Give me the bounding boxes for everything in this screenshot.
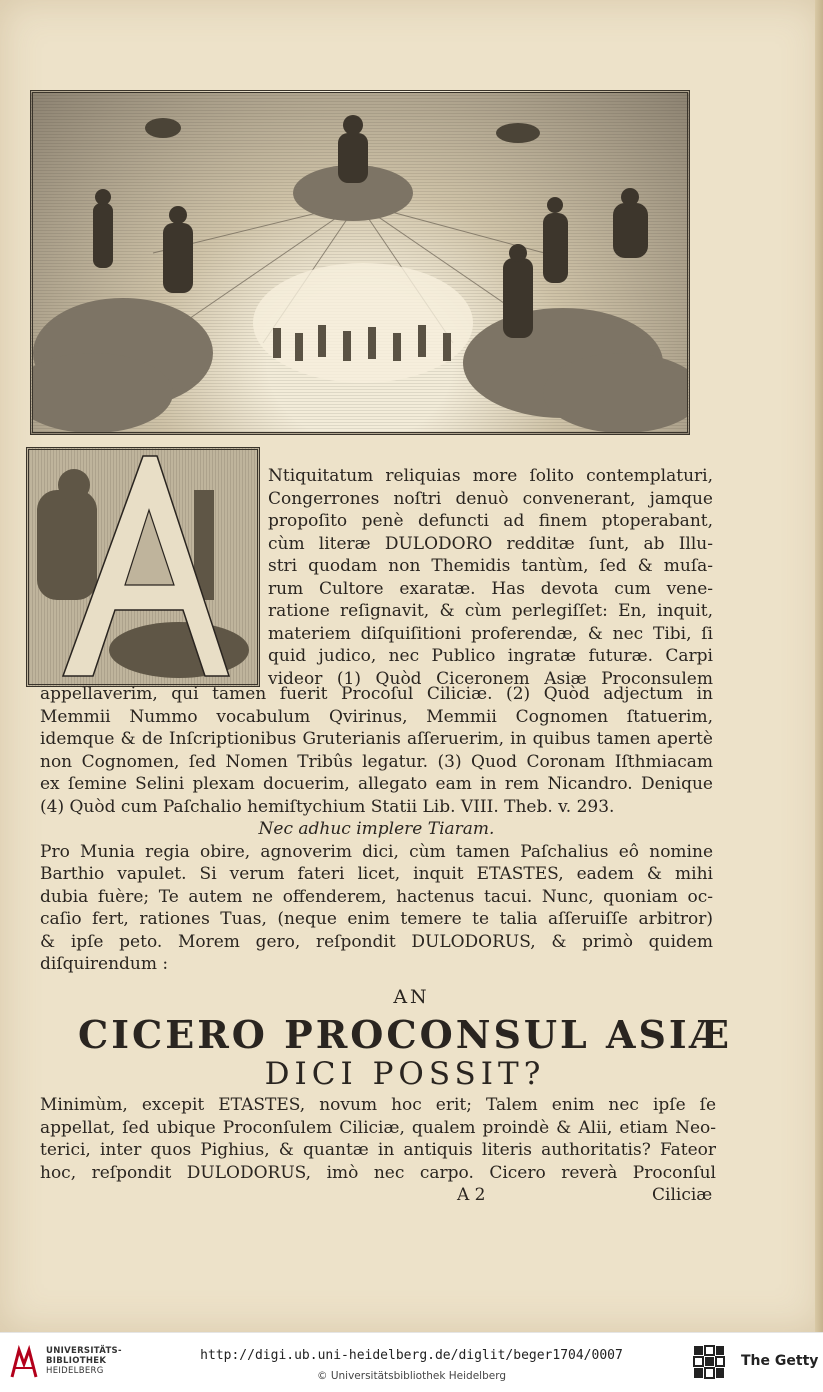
getty-label[interactable]: The Getty xyxy=(741,1353,819,1369)
signature-mark: A 2 xyxy=(457,1185,486,1205)
text-line: materiem diſquiſitioni proferendæ, & nec Tibi, ſi xyxy=(268,623,713,644)
text-line: appellaverim, qui tamen fuerit Procoſul Ciliciæ. (2) Quòd adjectum in xyxy=(40,684,713,704)
text-line: Minimùm, excepit ETASTES, novum hoc erit; Talem enim nec ipſe ſe xyxy=(40,1095,716,1115)
section-heading-an: AN xyxy=(393,986,430,1008)
section-heading-title: CICERO PROCONSUL ASIÆ xyxy=(77,1012,732,1057)
library-name-line: HEIDELBERG xyxy=(46,1366,104,1376)
verse-quote: Nec adhuc implere Tiaram. xyxy=(258,819,495,839)
text-line: videor (1) Quòd Ciceronem Asiæ Proconsulem xyxy=(268,668,713,689)
text-line: Memmii Nummo vocabulum Qvirinus, Memmii Cognomen ſtatuerim, xyxy=(40,706,713,727)
copyright-notice: © Universitätsbibliothek Heidelberg xyxy=(316,1370,506,1382)
text-line: Pro Munia regia obire, agnoverim dici, cùm tamen Paſchalius eô nomine xyxy=(40,841,713,862)
library-name-line: UNIVERSITÄTS- xyxy=(46,1346,122,1356)
text-line: (4) Quòd cum Paſchalio hemiſtychium Statii Lib. VIII. Theb. v. 293. xyxy=(40,796,615,817)
text-line: Ntiquitatum reliquias more ſolito contemplaturi, xyxy=(268,466,713,486)
text-line: idemque & de Inſcriptionibus Gruterianis aſſeruerim, in quibus tamen apertè xyxy=(40,729,713,749)
text-line: & ipſe peto. Morem gero, reſpondit DULODORUS, & primò quidem xyxy=(40,931,713,952)
text-line: ex ſemine Selini plexam docuerim, allegato eam in rem Nicandro. Denique xyxy=(40,774,713,794)
text-line: ratione reſignavit, & cùm perlegiſſet: En, inquit, xyxy=(268,601,713,621)
headpiece-engraving xyxy=(30,90,690,435)
right-column-text xyxy=(268,465,713,690)
initial-letter-art xyxy=(29,450,257,684)
getty-logo-icon[interactable] xyxy=(692,1344,726,1380)
text-line: propoſito penè defuncti ad finem ptoperabant, xyxy=(268,511,713,531)
text-line: hoc, reſpondit DULODORUS, imò nec carpo. Cicero reverà Proconſul xyxy=(40,1162,716,1183)
text-line: caſio fert, rationes Tuas, (neque enim temere te talia aſſeruiſſe arbitror) xyxy=(40,909,713,929)
viewer-footer xyxy=(0,1332,823,1392)
section-heading-subtitle: DICI POSSIT? xyxy=(264,1056,546,1092)
page-edge xyxy=(815,0,823,1332)
text-line: Barthio vapulet. Si verum fateri licet, inquit ETASTES, eadem & mihi xyxy=(40,864,713,884)
text-line: diſquirendum : xyxy=(40,954,169,974)
text-line: non Cognomen, ſed Nomen Tribûs legatur. (3) Quod Coronam Iſthmiacam xyxy=(40,751,713,772)
catchword: Ciliciæ xyxy=(652,1185,713,1205)
full-width-text xyxy=(40,683,713,976)
library-name-line: BIBLIOTHEK xyxy=(46,1356,107,1366)
text-line: cùm literæ DULODORO redditæ ſunt, ab Illu- xyxy=(268,533,713,554)
text-line: quid judico, nec Publico ingratæ futuræ. Carpi xyxy=(268,646,713,666)
text-line: rum Cultore exaratæ. Has devota cum vene- xyxy=(268,578,713,599)
body-text xyxy=(40,1094,716,1184)
text-line: stri quodam non Themidis tantùm, ſed & muſa- xyxy=(268,556,713,576)
permalink-url[interactable]: http://digi.ub.uni-heidelberg.de/diglit/beger1704/0007 xyxy=(200,1348,623,1363)
engraving-art xyxy=(33,93,687,432)
text-line: appellat, ſed ubique Proconſulem Ciliciæ, qualem proindè & Alii, etiam Neo- xyxy=(40,1117,716,1138)
text-line: Congerrones noſtri denuò convenerant, jamque xyxy=(268,488,713,509)
text-line: terici, inter quos Pighius, & quantæ in antiquis literis authoritatis? Fateor xyxy=(40,1140,716,1160)
decorated-initial xyxy=(26,447,260,687)
text-line: dubia fuère; Te autem ne offenderem, hactenus tacui. Nunc, quoniam oc- xyxy=(40,886,713,907)
